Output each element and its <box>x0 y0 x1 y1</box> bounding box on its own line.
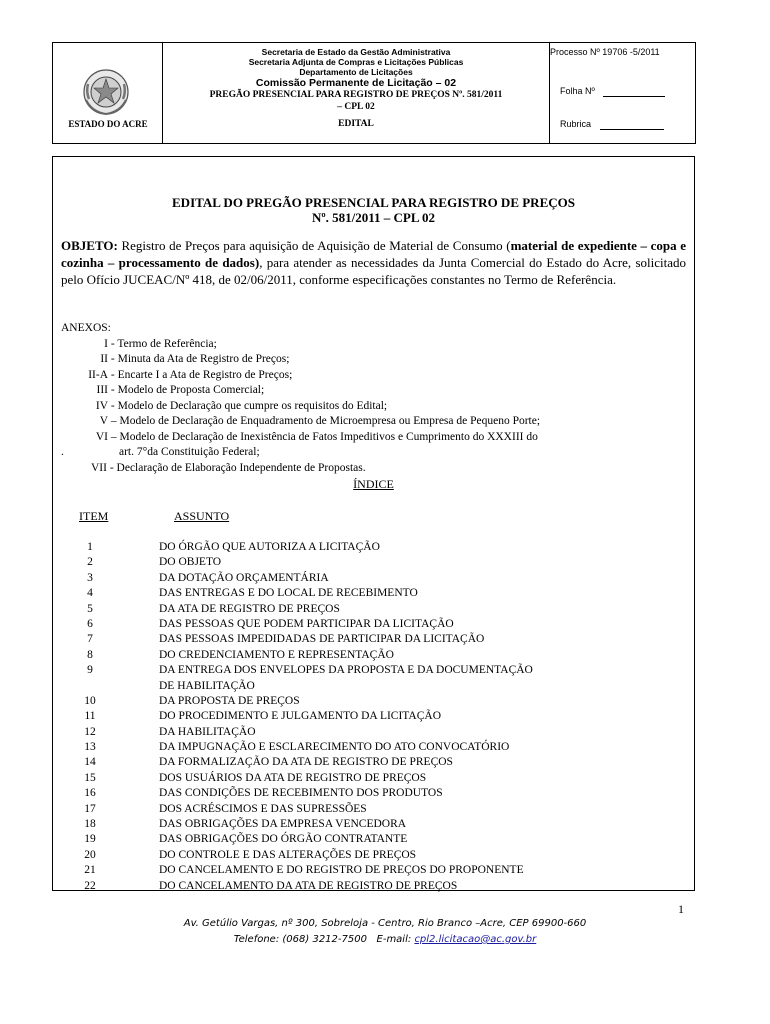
indice-row <box>61 648 686 663</box>
anexo-item <box>61 414 686 430</box>
edital-body <box>52 156 695 891</box>
header-commission: Comissão Permanente de Licitação – 02 <box>255 77 457 89</box>
footer-contact <box>0 934 770 945</box>
anexo-num: II-A <box>88 368 108 381</box>
indice-row <box>61 802 686 817</box>
indice-item-subject: DA IMPUGNAÇÃO E ESCLARECIMENTO DO ATO CONVOCATÓRIO <box>159 741 510 754</box>
indice-row <box>61 832 686 847</box>
anexo-item <box>61 430 686 446</box>
objeto-text-1: Registro de Preços para aquisição de Aquisição de Material de Consumo ( <box>117 238 511 253</box>
anexo-text: Encarte I a Ata de Registro de Preços; <box>117 368 293 381</box>
indice-row <box>61 555 686 570</box>
anexo-text: Termo de Referência; <box>117 337 217 350</box>
anexo-text: Modelo de Declaração de Inexistência de Fatos Impeditivos e Cumprimento do XXXIII do <box>119 430 538 443</box>
anexos-section <box>61 321 686 476</box>
indice-item-subject: DA HABILITAÇÃO <box>159 725 256 738</box>
indice-item-subject: DA DOTAÇÃO ORÇAMENTÁRIA <box>159 571 329 584</box>
folha-line <box>603 86 665 97</box>
indice-item-number: 13 <box>84 741 96 754</box>
folha-label: Folha Nº <box>560 86 595 96</box>
edital-title-line-1: EDITAL DO PREGÃO PRESENCIAL PARA REGISTRO DE PREÇOS <box>172 195 575 210</box>
indice-item-number: 8 <box>87 648 93 661</box>
anexo-text: Modelo de Proposta Comercial; <box>117 384 265 396</box>
indice-item-subject: DO CANCELAMENTO DA ATA DE REGISTRO DE PREÇOS <box>159 879 458 892</box>
indice-item-subject: DO CREDENCIAMENTO E REPRESENTAÇÃO <box>159 648 394 661</box>
footer-email-label: E-mail: <box>376 934 412 945</box>
objeto-text-2: , para atender as necessidades da Junta Comercial do Estado do Acre, solicitado pelo Ofício JUCEAC/Nº 418, de 02/06/2011, conforme especificações constantes no Termo de Referência. <box>61 255 686 287</box>
indice-item-subject: DAS OBRIGAÇÕES DO ÓRGÃO CONTRATANTE <box>159 833 408 846</box>
indice-item-subject: DA ATA DE REGISTRO DE PREÇOS <box>159 602 340 615</box>
edital-title-line-2: Nº. 581/2011 – CPL 02 <box>311 210 436 225</box>
indice-row <box>61 863 686 878</box>
folha-field <box>560 86 665 97</box>
indice-item-number: 5 <box>87 602 93 615</box>
indice-item-subject: DO CONTROLE E DAS ALTERAÇÕES DE PREÇOS <box>159 848 417 861</box>
indice-row <box>61 879 686 894</box>
indice-row <box>61 771 686 786</box>
anexo-item <box>61 352 686 368</box>
indice-item-number: 1 <box>87 541 93 553</box>
anexo-item-continuation <box>61 445 686 461</box>
indice-item-number: 2 <box>87 556 93 569</box>
footer-email-link[interactable]: cpl2.licitacao@ac.gov.br <box>414 934 537 945</box>
anexo-sep: - <box>110 337 115 350</box>
indice-row <box>61 617 686 632</box>
rubrica-field <box>560 119 664 130</box>
indice-item-number: 20 <box>84 848 96 861</box>
anexo-text: Modelo de Declaração que cumpre os requisitos do Edital; <box>117 399 388 412</box>
indice-item-subject: DO ÓRGÃO QUE AUTORIZA A LICITAÇÃO <box>159 541 380 553</box>
anexo-num: VI <box>95 430 108 443</box>
anexo-continuation-dot: . <box>61 446 64 458</box>
anexo-num: IV <box>95 399 108 412</box>
header-line-3: Departamento de Licitações <box>299 67 413 77</box>
anexo-item <box>61 368 686 384</box>
indice-item-number: 19 <box>84 833 96 846</box>
anexo-item <box>61 383 686 399</box>
header-line-2: Secretaria Adjunta de Compras e Licitações Públicas <box>248 57 464 67</box>
state-name: ESTADO DO ACRE <box>68 119 148 129</box>
anexo-sep: - <box>110 353 115 365</box>
col-assunto-header: ASSUNTO <box>174 509 230 523</box>
indice-row <box>61 586 686 601</box>
header-seal-cell <box>53 43 163 143</box>
page-number: 1 <box>678 902 684 916</box>
header-title-cell <box>163 43 550 143</box>
indice-heading: ÍNDICE <box>353 477 394 491</box>
indice-item-number: 4 <box>87 587 93 600</box>
anexo-sep: - <box>110 384 115 396</box>
indice-item-number: 15 <box>84 771 96 784</box>
indice-item-number: 6 <box>87 617 93 630</box>
objeto-bold: material de expediente – copa e cozinha – processamento de dados) <box>61 238 687 270</box>
anexo-num: III <box>96 384 108 396</box>
indice-item-number: 18 <box>84 818 96 831</box>
indice-item-number: 17 <box>84 802 96 815</box>
indice-row <box>61 663 686 678</box>
anexo-sep: – <box>110 430 117 443</box>
indice-item-subject: DO OBJETO <box>159 556 222 569</box>
edital-title <box>61 195 686 225</box>
indice-row <box>61 679 686 694</box>
indice-row <box>61 571 686 586</box>
anexo-text: Minuta da Ata de Registro de Preços; <box>117 353 290 365</box>
indice-row <box>61 817 686 832</box>
indice-row <box>61 709 686 724</box>
indice-item-subject: DAS ENTREGAS E DO LOCAL DE RECEBIMENTO <box>159 587 418 600</box>
objeto-label: OBJETO: <box>61 238 118 253</box>
indice-item-subject: DAS CONDIÇÕES DE RECEBIMENTO DOS PRODUTOS <box>159 787 443 800</box>
document-header <box>52 42 696 144</box>
indice-item-number: 9 <box>87 664 93 677</box>
indice-row <box>61 755 686 770</box>
indice-list <box>61 540 686 894</box>
col-item-header: ITEM <box>79 509 109 523</box>
anexo-sep: - <box>110 399 115 412</box>
indice-item-subject: DA FORMALIZAÇÃO DA ATA DE REGISTRO DE PREÇOS <box>159 756 453 769</box>
indice-item-subject: DOS ACRÉSCIMOS E DAS SUPRESSÕES <box>159 802 367 815</box>
indice-row <box>61 848 686 863</box>
process-number: Processo Nº 19706 -5/2011 <box>550 47 660 57</box>
indice-item-number: 10 <box>84 694 96 707</box>
indice-item-number: 22 <box>84 879 96 892</box>
anexo-num: II <box>100 353 108 365</box>
indice-item-number: 7 <box>87 633 93 646</box>
indice-row <box>61 602 686 617</box>
indice-item-subject: DAS PESSOAS IMPEDIDADAS DE PARTICIPAR DA LICITAÇÃO <box>159 633 485 646</box>
anexo-last-item: VII - Declaração de Elaboração Independente de Propostas. <box>91 461 366 474</box>
indice-item-subject: DO CANCELAMENTO E DO REGISTRO DE PREÇOS DO PROPONENTE <box>159 864 524 877</box>
indice-item-subject: DE HABILITAÇÃO <box>159 679 255 692</box>
indice-row <box>61 725 686 740</box>
indice-row <box>61 786 686 801</box>
header-pregao-line-1: PREGÃO PRESENCIAL PARA REGISTRO DE PREÇOS Nº. 581/2011 <box>209 90 503 100</box>
indice-item-number: 11 <box>84 710 96 723</box>
indice-item-number: 12 <box>84 725 96 738</box>
anexo-item <box>61 399 686 415</box>
header-edital-label: EDITAL <box>338 119 374 129</box>
anexo-continuation-text: art. 7°da Constituição Federal; <box>119 446 260 458</box>
header-process-cell <box>550 43 695 143</box>
anexo-sep: - <box>110 368 115 381</box>
indice-item-number: 16 <box>84 787 96 800</box>
rubrica-label: Rubrica <box>560 119 592 129</box>
footer-address: Av. Getúlio Vargas, nº 300, Sobreloja - Centro, Rio Branco –Acre, CEP 69900-660 <box>183 918 587 929</box>
footer-phone: Telefone: (068) 3212-7500 <box>233 934 367 945</box>
indice-row <box>61 632 686 647</box>
state-seal-icon <box>80 66 132 118</box>
objeto-paragraph <box>61 237 686 288</box>
indice-row <box>61 740 686 755</box>
anexo-sep: – <box>110 415 117 427</box>
header-pregao-line-2: – CPL 02 <box>337 102 375 112</box>
indice-item-number: 14 <box>84 756 96 769</box>
indice-item-subject: DA ENTREGA DOS ENVELOPES DA PROPOSTA E DA DOCUMENTAÇÃO <box>159 664 533 677</box>
header-line-1: Secretaria de Estado da Gestão Administrativa <box>261 47 451 57</box>
indice-row <box>61 694 686 709</box>
indice-item-subject: DOS USUÁRIOS DA ATA DE REGISTRO DE PREÇOS <box>159 771 427 784</box>
indice-item-subject: DO PROCEDIMENTO E JULGAMENTO DA LICITAÇÃO <box>159 710 441 723</box>
anexo-text: Modelo de Declaração de Enquadramento de Microempresa ou Empresa de Pequeno Porte; <box>119 415 541 427</box>
indice-item-subject: DAS OBRIGAÇÕES DA EMPRESA VENCEDORA <box>159 818 407 831</box>
indice-item-subject: DAS PESSOAS QUE PODEM PARTICIPAR DA LICITAÇÃO <box>159 617 454 630</box>
anexo-num: I <box>104 337 108 350</box>
anexos-label: ANEXOS: <box>61 322 111 334</box>
indice-item-number: 3 <box>87 571 93 584</box>
anexo-num: V <box>99 415 108 427</box>
indice-column-headers <box>61 509 686 525</box>
indice-item-number: 21 <box>84 864 96 877</box>
indice-item-subject: DA PROPOSTA DE PREÇOS <box>159 694 300 707</box>
rubrica-line <box>600 119 664 130</box>
anexo-item <box>61 337 686 353</box>
indice-row <box>61 540 686 555</box>
